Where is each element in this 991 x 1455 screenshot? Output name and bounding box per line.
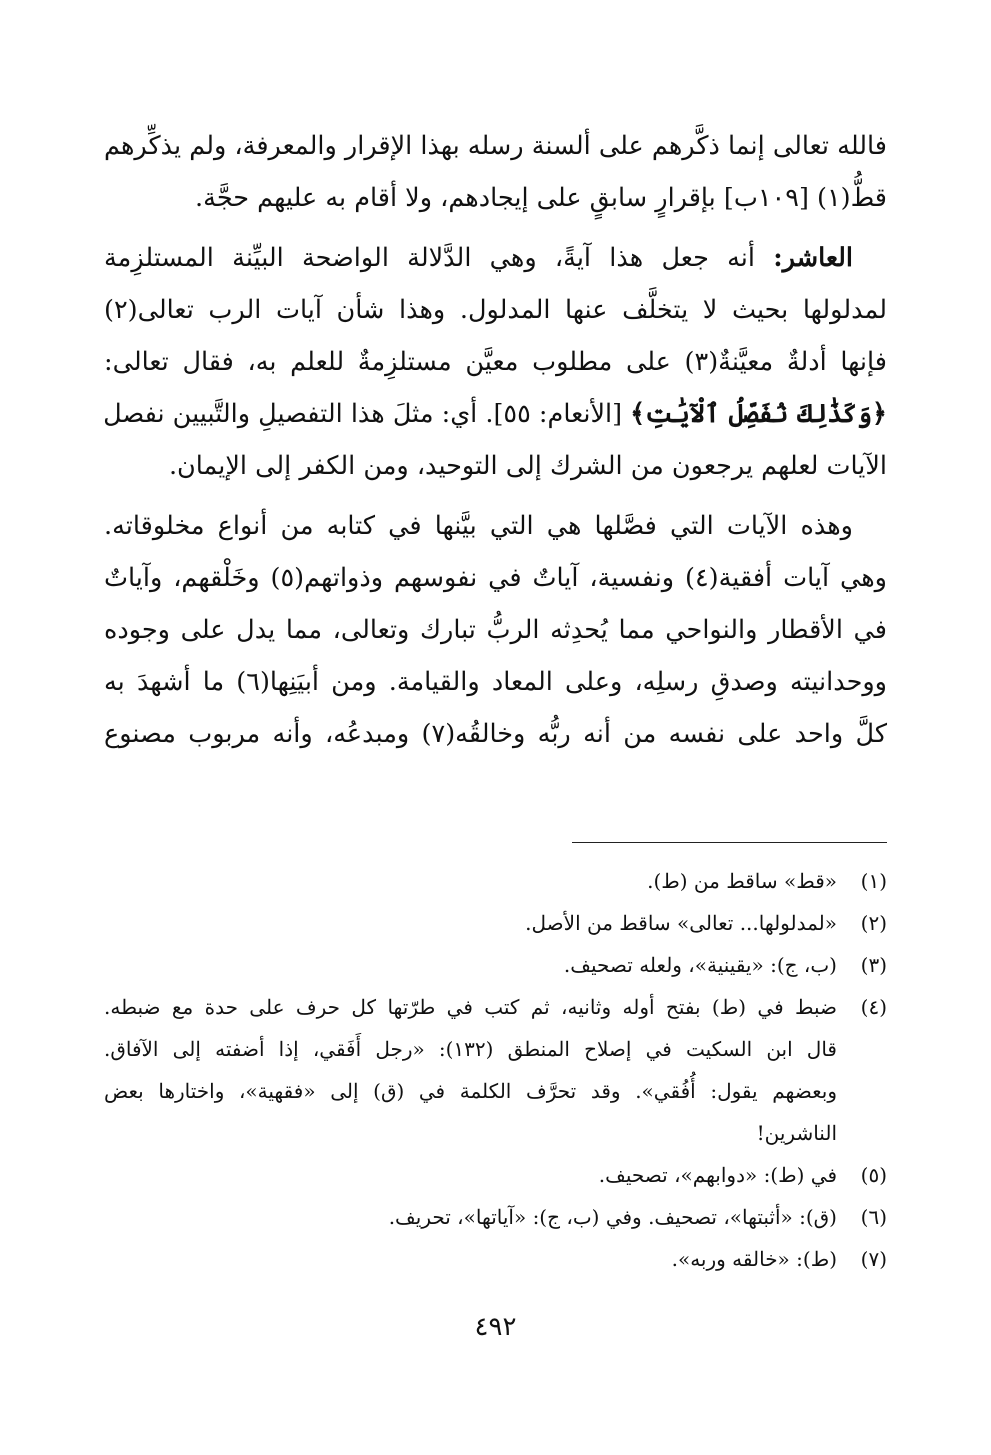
footnote-line: «قط» ساقط من (ط).: [647, 869, 837, 893]
footnote-text: [104, 860, 837, 902]
footnote-2: [104, 902, 887, 944]
footnote-line: ضبط في (ط) بفتح أوله وثانيه، ثم كتب في طرّتها كل حرف على حدة مع ضبطه.: [104, 995, 838, 1019]
text-line: وهي آيات أفقية(٤) ونفسية، آياتٌ في نفوسهم وذواتهم(٥) وخَلْقهم، وآياتٌ: [104, 563, 887, 593]
footnote-line: (ب، ج): «يقينية»، ولعله تصحيف.: [563, 953, 837, 977]
footnote-number: (٥): [860, 1163, 887, 1187]
text-line: في الأقطار والنواحي مما يُحدِثه الربُّ تبارك وتعالى، مما يدل على وجوده: [104, 615, 887, 645]
footnote-line: في (ط): «دوابهم»، تصحيف.: [598, 1163, 837, 1187]
footnote-3: [104, 944, 887, 986]
footnote-line: (ط): «خالقه وربه».: [671, 1247, 837, 1271]
footnote-separator: [572, 842, 887, 843]
text-line: ووحدانيته وصدقِ رسلِه، وعلى المعاد والقيامة. ومن أبيَنِها(٦) ما أشهدَ به: [104, 667, 887, 697]
footnote-text: [104, 1238, 837, 1280]
paragraph-1: [104, 120, 887, 224]
text-line: [104, 232, 887, 284]
text-line: فالله تعالى إنما ذكَّرهم على ألسنة رسله بهذا الإقرار والمعرفة، ولم يذكِّرهم: [104, 131, 887, 161]
footnote-number: (٧): [860, 1247, 887, 1271]
paragraph-2: [104, 232, 887, 492]
footnote-number: (٤): [860, 995, 887, 1019]
text-line: فإنها أدلةٌ معيَّنةٌ(٣) على مطلوب معيَّن مستلزِمةٌ للعلم به، فقال تعالى:: [104, 347, 887, 377]
quran-reference: [الأنعام: ٥٥]. أي: مثلَ هذا التفصيلِ والتَّبيين نفصل: [103, 399, 631, 429]
footnote-5: [104, 1154, 887, 1196]
book-page: [104, 120, 887, 1400]
footnote-number: (١): [860, 869, 887, 893]
footnote-text: [104, 944, 837, 986]
page-number: ٤٩٢: [474, 1312, 517, 1342]
text-line: الآيات لعلهم يرجعون من الشرك إلى التوحيد، ومن الكفر إلى الإيمان.: [168, 451, 887, 481]
footnote-line: قال ابن السكيت في إصلاح المنطق (١٣٢): «رجل أَفَقي، إذا أضفته إلى الآفاق.: [104, 1037, 837, 1061]
paragraph-3: [104, 500, 887, 760]
text-line: [104, 388, 887, 440]
text-line: وهذه الآيات التي فصَّلها هي التي بيَّنها في كتابه من أنواع مخلوقاته.: [104, 511, 853, 541]
footnote-text: [104, 1196, 837, 1238]
text-line: قطُّ(١) [١٠٩ب] بإقرارٍ سابقٍ على إيجادهم، ولا أقام به عليهم حجَّة.: [195, 183, 887, 213]
footnote-number: (٦): [860, 1205, 887, 1229]
text-line: لمدلولها بحيث لا يتخلَّف عنها المدلول. وهذا شأن آيات الرب تعالى(٢): [104, 295, 887, 325]
footnote-text: [104, 902, 837, 944]
text-line: كلَّ واحد على نفسه من أنه ربُّه وخالقُه(٧) ومبدعُه، وأنه مربوب مصنوع: [104, 719, 887, 749]
footnote-4: [104, 986, 887, 1154]
footnote-line: «لمدلولها... تعالى» ساقط من الأصل.: [525, 911, 837, 935]
text-fragment: أنه جعل هذا آيةً، وهي الدَّلالة الواضحة البيِّنة المستلزِمة: [104, 243, 774, 273]
footnote-number: (٢): [860, 911, 887, 935]
footnote-line: الناشرين!: [756, 1121, 837, 1145]
footnote-1: [104, 860, 887, 902]
footnote-number: (٣): [860, 953, 887, 977]
section-lead: العاشر:: [773, 243, 853, 273]
footnote-7: [104, 1238, 887, 1280]
footnote-text: [104, 1154, 837, 1196]
footnotes: [104, 860, 887, 1280]
footnote-text: [104, 986, 837, 1154]
footnote-line: (ق): «أثبتها»، تصحيف. وفي (ب، ج): «آياتها»، تحريف.: [388, 1205, 837, 1229]
footnote-line: وبعضهم يقول: أُفُقي». وقد تحرَّف الكلمة في (ق) إلى «فقهية»، واختارها بعض: [104, 1079, 837, 1103]
quran-verse: ﴿وَكَذَٰلِكَ نُفَصِّلُ ٱلْآيَٰتِ﴾: [630, 399, 887, 429]
footnote-6: [104, 1196, 887, 1238]
